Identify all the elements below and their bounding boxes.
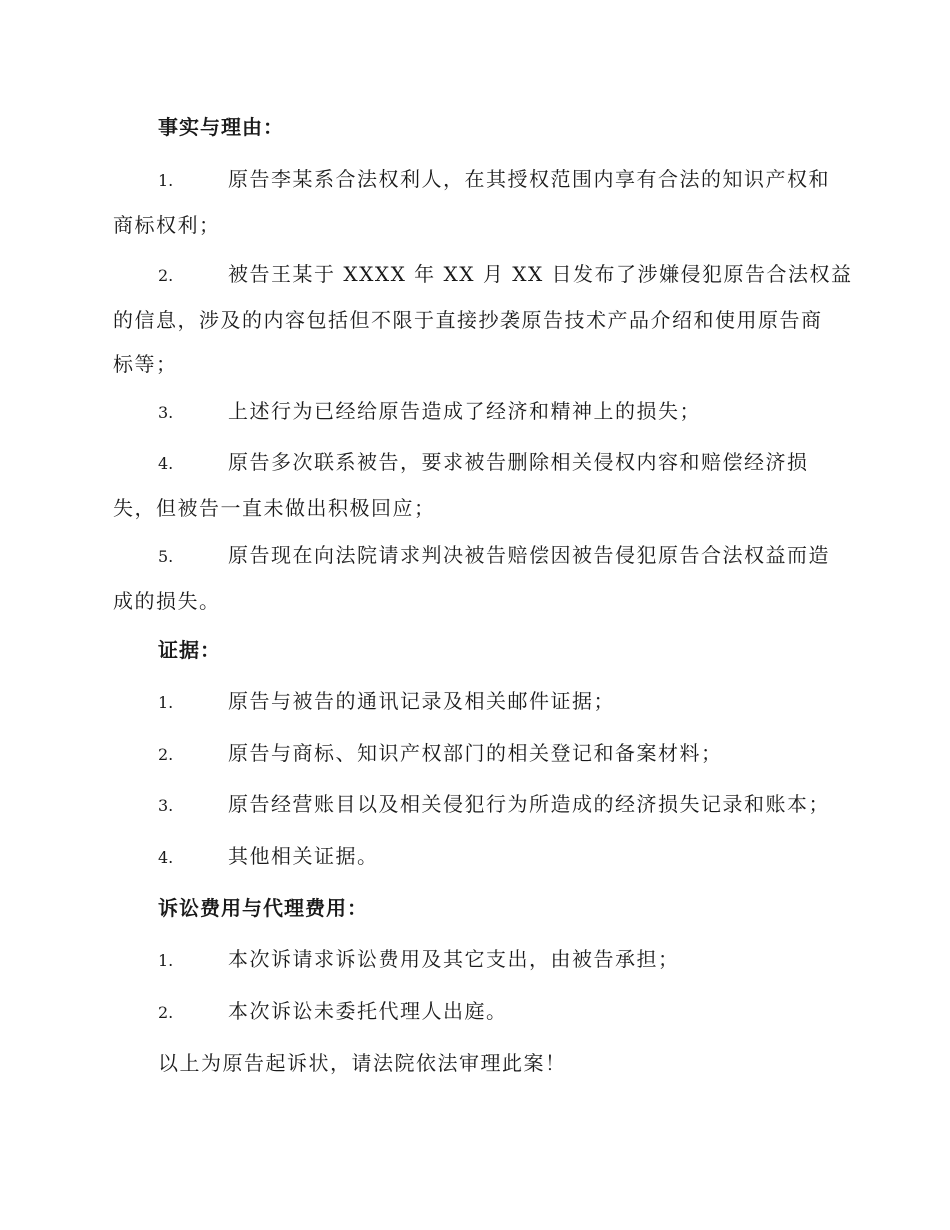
item-number: 4.	[158, 848, 174, 867]
item-text-continued: 标等；	[113, 352, 178, 376]
item-text-continued: 的信息，涉及的内容包括但不限于直接抄袭原告技术产品介绍和使用原告商	[113, 308, 823, 332]
closing-statement: 以上为原告起诉状，请法院依法审理此案！	[158, 1051, 567, 1075]
item-text: 原告经营账目以及相关侵犯行为所造成的经济损失记录和账本；	[228, 792, 830, 816]
evidence-item-2	[113, 731, 838, 777]
item-number: 1.	[158, 951, 174, 970]
item-text: 被告王某于 XXXX 年 XX 月 XX 日发布了涉嫌侵犯原告合法权益	[228, 262, 853, 286]
evidence-item-3	[113, 782, 838, 828]
facts-item-3	[113, 389, 838, 435]
item-number: 1.	[158, 171, 174, 190]
facts-heading: 事实与理由：	[158, 115, 284, 139]
item-text: 其他相关证据。	[228, 844, 379, 868]
evidence-item-4	[113, 834, 838, 880]
item-text-continued: 成的损失。	[113, 589, 221, 613]
facts-item-2	[113, 252, 853, 386]
facts-item-5	[113, 533, 838, 623]
facts-item-4	[113, 440, 838, 530]
item-number: 2.	[158, 745, 174, 764]
evidence-item-1	[113, 679, 838, 725]
item-text: 本次诉讼未委托代理人出庭。	[228, 999, 508, 1023]
fees-item-2	[113, 989, 838, 1035]
item-text: 原告现在向法院请求判决被告赔偿因被告侵犯原告合法权益而造	[228, 543, 830, 567]
item-number: 3.	[158, 403, 174, 422]
fees-item-1	[113, 937, 838, 983]
item-number: 1.	[158, 693, 174, 712]
item-text: 原告李某系合法权利人，在其授权范围内享有合法的知识产权和	[228, 167, 830, 191]
fees-heading: 诉讼费用与代理费用：	[158, 896, 368, 920]
item-text: 本次诉请求诉讼费用及其它支出，由被告承担；	[228, 947, 680, 971]
facts-item-1	[113, 157, 838, 247]
item-number: 4.	[158, 454, 174, 473]
item-number: 5.	[158, 547, 174, 566]
item-number: 3.	[158, 796, 174, 815]
item-text-continued: 失，但被告一直未做出积极回应；	[113, 496, 436, 520]
item-number: 2.	[158, 266, 174, 285]
item-text: 原告多次联系被告，要求被告删除相关侵权内容和赔偿经济损	[228, 450, 809, 474]
item-text: 上述行为已经给原告造成了经济和精神上的损失；	[228, 399, 701, 423]
item-text: 原告与商标、知识产权部门的相关登记和备案材料；	[228, 741, 723, 765]
evidence-heading: 证据：	[158, 638, 221, 662]
item-text-continued: 商标权利；	[113, 213, 221, 237]
item-number: 2.	[158, 1003, 174, 1022]
item-text: 原告与被告的通讯记录及相关邮件证据；	[228, 689, 615, 713]
